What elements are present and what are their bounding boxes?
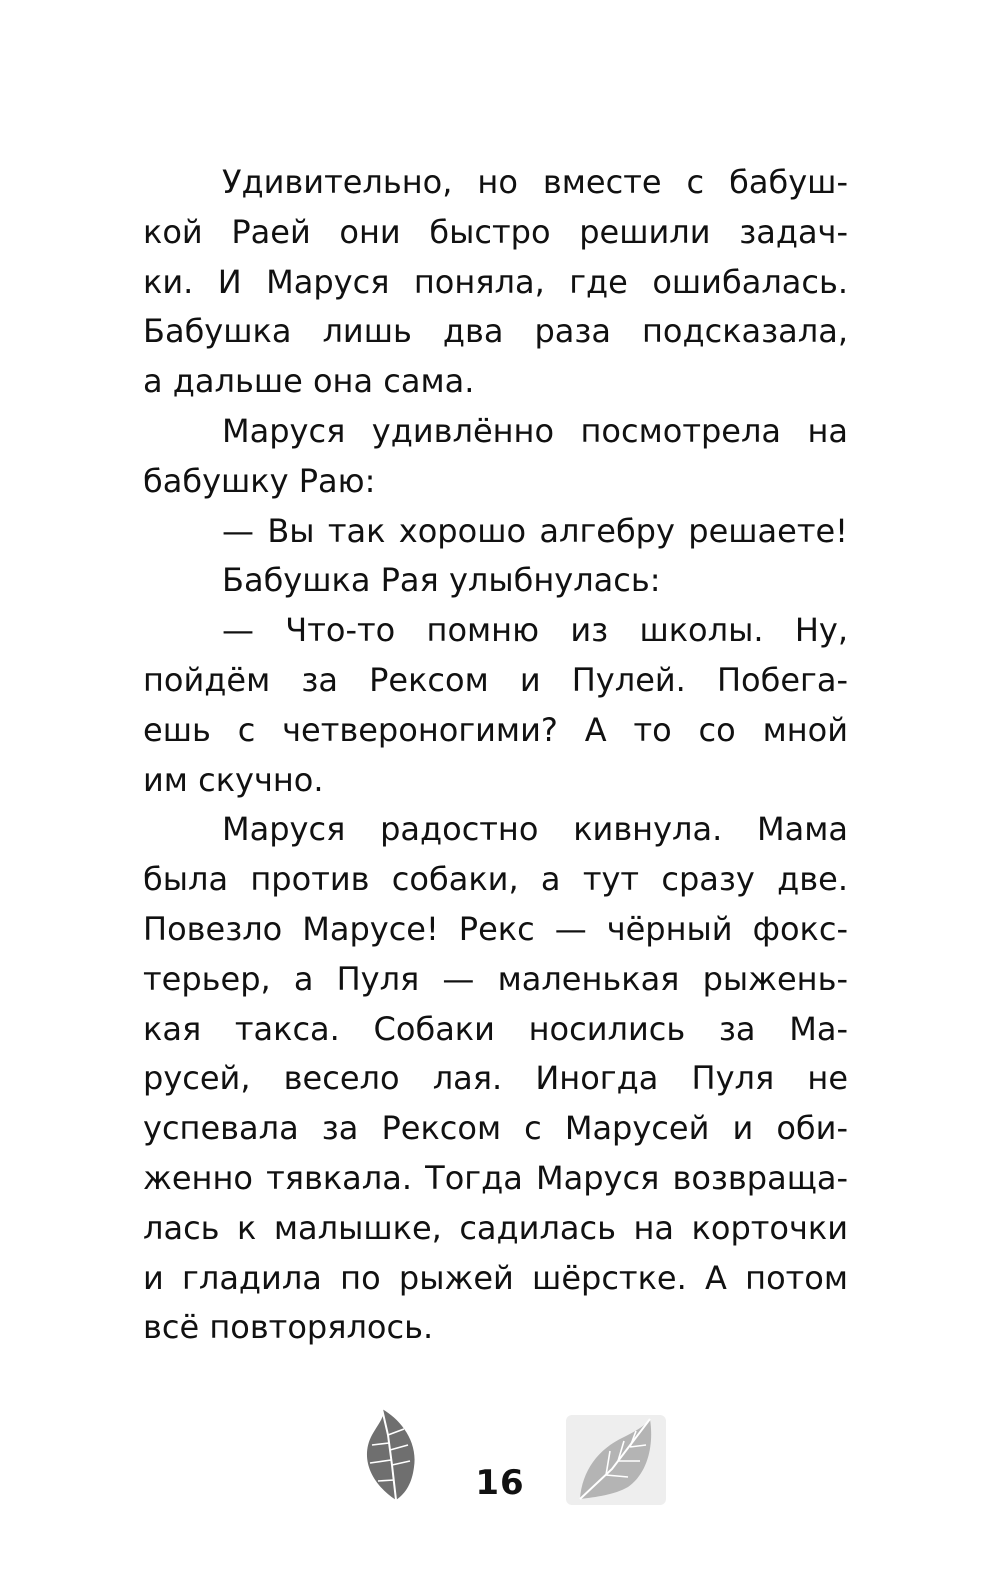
text-line: всё повторялось. (143, 1308, 434, 1347)
text-line: кая такса. Собаки носились за Ма- (143, 1009, 848, 1048)
page-footer (0, 1395, 1000, 1535)
text-line: — Вы так хорошо алгебру решаете! (222, 511, 848, 550)
text-line: ки. И Маруся поняла, где ошибалась. (143, 262, 848, 301)
leaf-icon (352, 1405, 432, 1505)
text-line: ешь с четвероногими? А то со мной (143, 710, 848, 749)
text-line: Бабушка лишь два раза подсказала, (143, 312, 848, 351)
text-line: русей, весело лая. Иногда Пуля не (143, 1059, 848, 1098)
text-line: — Что-то помню из школы. Ну, (222, 611, 848, 650)
leaf-icon (566, 1415, 666, 1505)
text-line: была против собаки, а тут сразу две. (143, 860, 848, 899)
text-line: Маруся удивлённо посмотрела на (222, 411, 848, 450)
text-line: и гладила по рыжей шёрстке. А потом (143, 1258, 848, 1297)
text-line: Удивительно, но вместе с бабуш- (222, 163, 848, 201)
text-line: терьер, а Пуля — маленькая рыжень- (143, 959, 848, 998)
text-line: им скучно. (143, 760, 324, 799)
text-line: Бабушка Рая улыбнулась: (222, 561, 661, 600)
page-number: 16 (475, 1463, 525, 1503)
text-line: бабушку Раю: (143, 461, 376, 500)
text-line: а дальше она сама. (143, 362, 475, 401)
body-text (143, 158, 848, 1353)
text-line: пойдём за Рексом и Пулей. Побега- (143, 660, 848, 699)
text-line: лась к малышке, садилась на корточки (143, 1208, 848, 1247)
text-line: кой Раей они быстро решили задач- (143, 212, 848, 251)
text-line: женно тявкала. Тогда Маруся возвраща- (143, 1158, 848, 1197)
text-line: Повезло Марусе! Рекс — чёрный фокс- (143, 909, 848, 948)
text-line: Маруся радостно кивнула. Мама (222, 810, 848, 849)
text-line: успевала за Рексом с Марусей и оби- (143, 1109, 848, 1148)
